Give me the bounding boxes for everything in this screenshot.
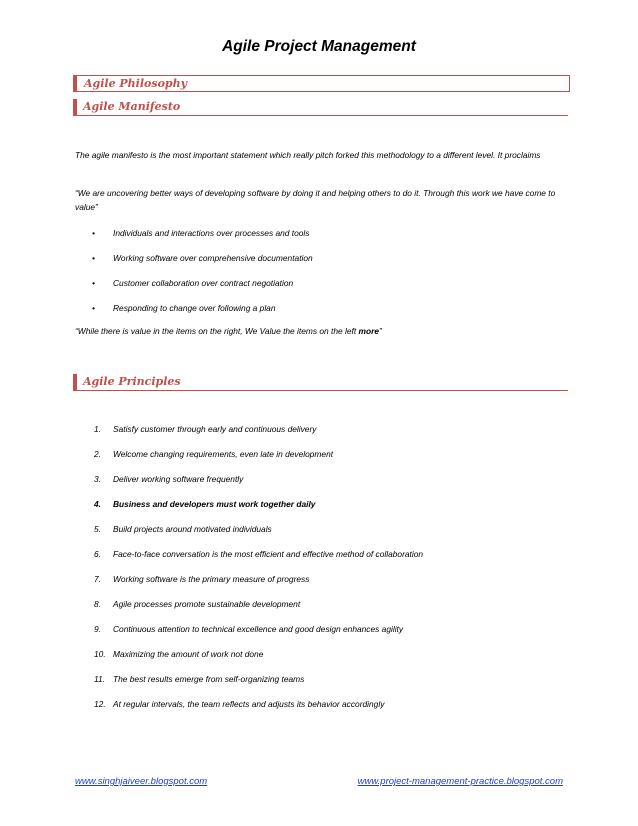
section-heading-text: Agile Manifesto (83, 100, 181, 113)
list-item-text: Working software over comprehensive documentation (113, 253, 313, 263)
list-item (94, 473, 243, 485)
list-number: 7. (94, 574, 101, 584)
list-number: 11. (94, 674, 106, 684)
closing-emphasis: more (358, 326, 379, 336)
list-number: 12. (94, 699, 106, 709)
list-item (92, 277, 293, 289)
list-item (94, 598, 300, 610)
list-number: 5. (94, 524, 101, 534)
closing-text: “While there is value in the items on the right, We Value the items on the left (75, 326, 359, 336)
heading-accent-bar (73, 374, 77, 391)
list-item-text: Agile processes promote sustainable development (113, 599, 301, 609)
section-heading-text: Agile Principles (83, 375, 181, 388)
bullet-marker: • (92, 278, 95, 288)
list-item-text: Responding to change over following a plan (113, 303, 276, 313)
list-number: 3. (94, 474, 101, 484)
manifesto-intro: The agile manifesto is the most important statement which really pitch forked this methodology to a different level. It proclaims (75, 150, 541, 160)
list-item-text: Deliver working software frequently (113, 474, 244, 484)
list-number: 8. (94, 599, 101, 609)
list-item (94, 448, 333, 460)
closing-quote-mark: ” (378, 326, 382, 336)
list-number: 10. (94, 649, 106, 659)
bullet-marker: • (92, 303, 95, 313)
footer-link-left[interactable]: www.singhjaiveer.blogspot.com (75, 776, 208, 787)
section-heading-philosophy (73, 75, 570, 92)
footer-link-right[interactable]: www.project-management-practice.blogspot.com (357, 776, 563, 787)
list-item (94, 573, 309, 585)
page-title: Agile Project Management (222, 38, 416, 55)
list-item (94, 673, 304, 685)
list-item-text: Business and developers must work together daily (113, 499, 316, 509)
list-item-text: Build projects around motivated individuals (113, 524, 272, 534)
heading-accent-bar (73, 99, 77, 116)
bullet-marker: • (92, 228, 95, 238)
section-heading-manifesto (73, 99, 568, 116)
heading-accent-bar (73, 75, 77, 92)
section-heading-principles (73, 374, 568, 391)
list-item (92, 252, 313, 264)
list-item-text: Individuals and interactions over processes and tools (113, 228, 310, 238)
list-item-text: Continuous attention to technical excellence and good design enhances agility (113, 624, 404, 634)
section-heading-text: Agile Philosophy (84, 77, 187, 90)
manifesto-quote: “We are uncovering better ways of developing software by doing it and helping others to do it. Through this work we have come to value” (75, 188, 556, 212)
list-item (94, 523, 272, 535)
manifesto-closing (75, 324, 570, 338)
list-number: 4. (94, 499, 101, 509)
list-item-text: Welcome changing requirements, even late in development (113, 449, 334, 459)
list-item (92, 302, 276, 314)
list-item-text: At regular intervals, the team reflects and adjusts its behavior accordingly (113, 699, 385, 709)
list-item-text: Maximizing the amount of work not done (113, 649, 264, 659)
list-number: 6. (94, 549, 101, 559)
list-number: 1. (94, 424, 101, 434)
list-item (94, 498, 315, 510)
bullet-marker: • (92, 253, 95, 263)
list-number: 2. (94, 449, 101, 459)
list-item-text: Working software is the primary measure of progress (113, 574, 310, 584)
list-item (94, 423, 316, 435)
list-item-text: Customer collaboration over contract negotiation (113, 278, 294, 288)
list-item (94, 698, 384, 710)
list-item (94, 648, 263, 660)
list-number: 9. (94, 624, 101, 634)
list-item (92, 227, 309, 239)
list-item-text: Satisfy customer through early and continuous delivery (113, 424, 317, 434)
list-item (94, 548, 423, 560)
list-item-text: The best results emerge from self-organizing teams (113, 674, 305, 684)
list-item (94, 623, 403, 635)
list-item-text: Face-to-face conversation is the most efficient and effective method of collaboration (113, 549, 424, 559)
